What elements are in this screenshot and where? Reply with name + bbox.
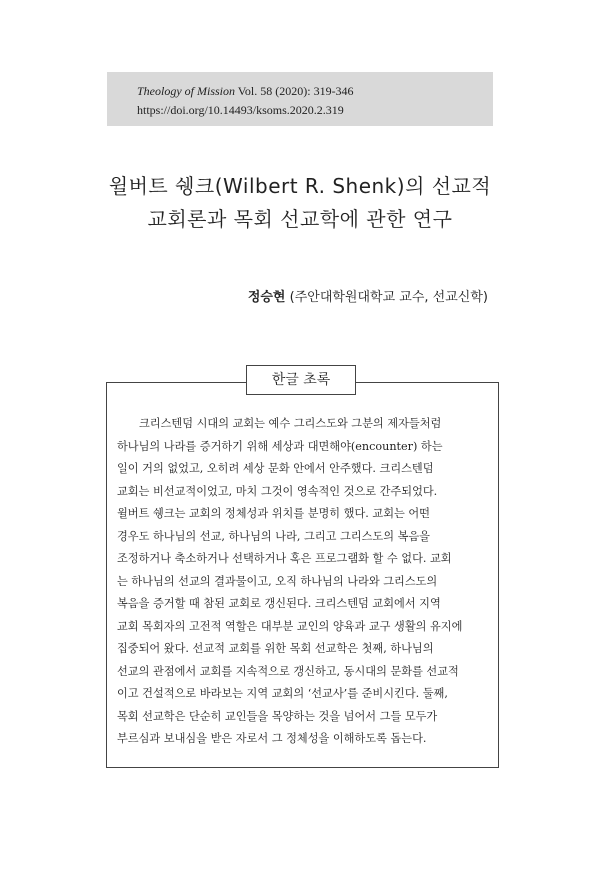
abstract-line: 일이 거의 없었고, 오히려 세상 문화 안에서 안주했다. 크리스텐덤 [117,462,434,475]
journal-info-box [107,72,493,126]
abstract-line: 선교의 관점에서 교회를 지속적으로 갱신하고, 동시대의 문화를 선교적 [117,664,459,678]
abstract-line: 하나님의 나라를 증거하기 위해 세상과 대면해야(encounter) 하는 [117,439,443,453]
abstract-line: 는 하나님의 선교의 결과물이고, 오직 하나님의 나라와 그리스도의 [117,574,438,588]
abstract-line: 교회는 비선교적이었고, 마치 그것이 영속적인 것으로 간주되었다. [117,484,438,498]
abstract-line: 조정하거나 축소하거나 선택하거나 혹은 프로그램화 할 수 없다. 교회 [117,552,452,565]
abstract-line: 부르심과 보내심을 받은 자로서 그 정체성을 이해하도록 돕는다. [117,732,427,745]
abstract-line: 집중되어 왔다. 선교적 교회를 위한 목회 선교학은 첫째, 하나님의 [117,642,434,655]
abstract-label: 한글 초록 [246,365,356,395]
abstract-line: 크리스텐덤 시대의 교회는 예수 그리스도와 그분의 제자들처럼 [139,417,442,430]
journal-doi: https://doi.org/10.14493/ksoms.2020.2.319 [137,103,344,117]
abstract-line: 복음을 증거할 때 참된 교회로 갱신된다. 크리스텐덤 교회에서 지역 [117,597,441,610]
journal-citation [137,82,493,101]
journal-volume: Vol. 58 (2020): 319-346 [235,84,354,98]
abstract-line: 목회 선교학은 단순히 교인들을 목양하는 것을 넘어서 그들 모두가 [117,709,438,723]
author-name: 정승현 [247,290,286,305]
paper-title-line-2: 교회론과 목회 선교학에 관한 연구 [147,207,453,231]
abstract-line: 경우도 하나님의 선교, 하나님의 나라, 그리고 그리스도의 복음을 [117,529,430,543]
author-affiliation: (주안대학원대학교 교수, 선교신학) [285,290,488,305]
abstract-line: 이고 건설적으로 바라보는 지역 교회의 ‘선교사’를 준비시킨다. 둘째, [117,687,448,700]
abstract-body [117,413,489,751]
journal-name: Theology of Mission [137,84,235,98]
paper-title-line-1: 윌버트 쉥크(Wilbert R. Shenk)의 선교적 [108,174,492,198]
author-line [248,286,488,305]
abstract-line: 교회 목회자의 고전적 역할은 대부분 교인의 양육과 교구 생활의 유지에 [117,619,463,633]
abstract-line: 윌버트 쉥크는 교회의 정체성과 위치를 분명히 했다. 교회는 어떤 [117,507,430,520]
